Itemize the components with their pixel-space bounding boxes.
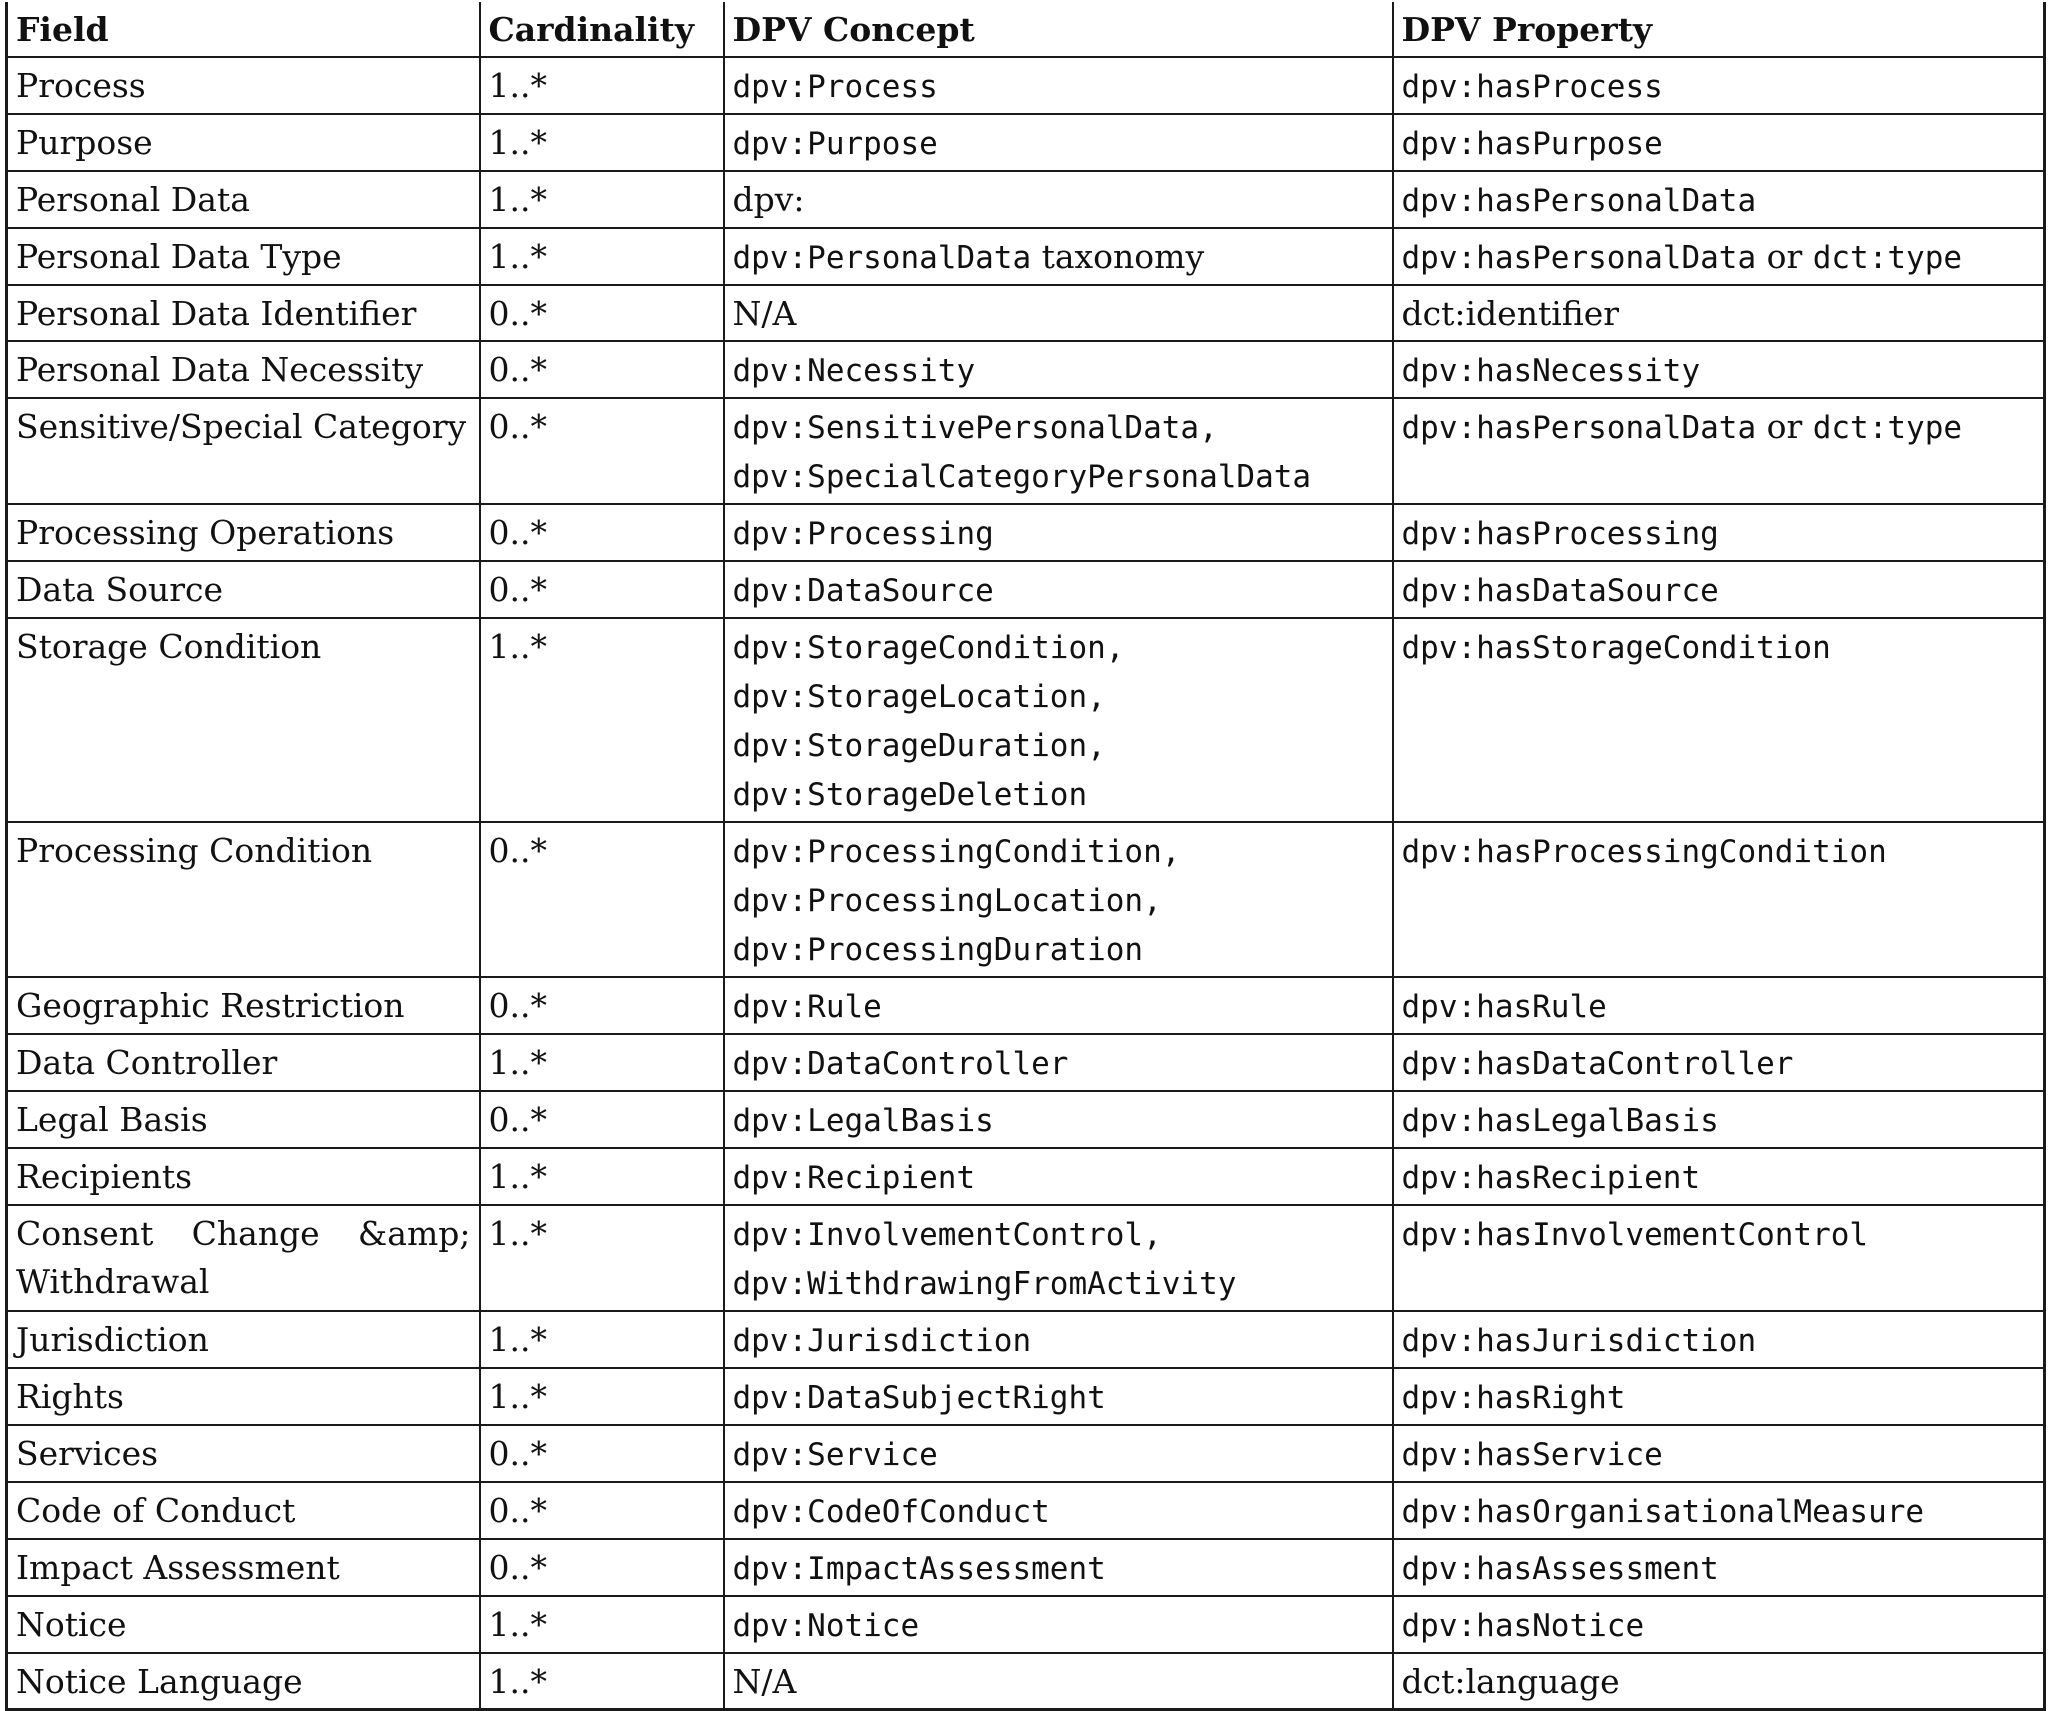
- dpv-concept-cell: [724, 1482, 1393, 1539]
- concept-line: [733, 623, 1384, 672]
- cardinality-cell: 0..*: [480, 822, 724, 977]
- dpv-term: dpv:Process: [732, 69, 938, 105]
- dpv-term: dpv:hasInvolvementControl: [1401, 1217, 1869, 1253]
- dpv-property-cell: [1393, 1311, 2045, 1368]
- cardinality-cell: 1..*: [480, 1034, 724, 1091]
- concept-line: [733, 770, 1384, 819]
- dpv-concept-cell: [724, 561, 1393, 618]
- concept-line: [733, 876, 1384, 925]
- property-line: [1402, 233, 2036, 282]
- dpv-term: dpv:DataSource: [732, 573, 994, 609]
- field-cell: Personal Data Identifier: [7, 285, 480, 341]
- concept-line: [733, 1544, 1384, 1593]
- concept-line: [733, 176, 1384, 224]
- cardinality-cell: 0..*: [480, 1482, 724, 1539]
- dpv-property-cell: [1393, 1653, 2045, 1710]
- dpv-term: dpv:Jurisdiction: [732, 1323, 1032, 1359]
- dpv-term: dpv:WithdrawingFromActivity: [732, 1266, 1237, 1302]
- table-row: [7, 1205, 2045, 1311]
- field-cell: Storage Condition: [7, 618, 480, 822]
- cardinality-cell: 1..*: [480, 1148, 724, 1205]
- table-row: [7, 1482, 2045, 1539]
- cardinality-cell: 0..*: [480, 1539, 724, 1596]
- header-row: [7, 2, 2045, 57]
- dpv-term: dpv:hasRight: [1401, 1380, 1626, 1416]
- property-line: [1402, 1316, 2036, 1365]
- dpv-term: dpv:hasAssessment: [1401, 1551, 1719, 1587]
- field-cell: Data Controller: [7, 1034, 480, 1091]
- dpv-term: dpv:ProcessingCondition,: [732, 834, 1181, 870]
- plain-text: dpv:: [732, 180, 805, 219]
- dpv-property-cell: [1393, 1034, 2045, 1091]
- field-cell: Processing Condition: [7, 822, 480, 977]
- concept-line: [733, 672, 1384, 721]
- concept-line: [733, 119, 1384, 168]
- concept-line: [733, 452, 1384, 501]
- field-cell: Consent Change &amp; Withdrawal: [7, 1205, 480, 1311]
- cardinality-cell: 1..*: [480, 1205, 724, 1311]
- dpv-concept-cell: [724, 1311, 1393, 1368]
- field-cell: Notice: [7, 1596, 480, 1653]
- field-cell: Purpose: [7, 114, 480, 171]
- concept-line: [733, 721, 1384, 770]
- concept-line: [733, 62, 1384, 111]
- dpv-property-cell: [1393, 561, 2045, 618]
- concept-line: [733, 346, 1384, 395]
- cardinality-cell: 1..*: [480, 618, 724, 822]
- cardinality-cell: 0..*: [480, 398, 724, 504]
- table-row: [7, 504, 2045, 561]
- field-cell: Data Source: [7, 561, 480, 618]
- concept-line: [733, 566, 1384, 615]
- concept-line: [733, 1316, 1384, 1365]
- dpv-property-cell: [1393, 1425, 2045, 1482]
- dpv-mapping-table: [5, 2, 2046, 1711]
- dpv-property-cell: [1393, 171, 2045, 228]
- property-line: [1402, 1658, 2036, 1706]
- table-row: [7, 1425, 2045, 1482]
- dpv-concept-cell: [724, 1425, 1393, 1482]
- concept-line: [733, 982, 1384, 1031]
- table-row: [7, 977, 2045, 1034]
- dpv-term: dpv:Necessity: [732, 353, 976, 389]
- property-line: [1402, 176, 2036, 225]
- property-line: [1402, 623, 2036, 672]
- dpv-term: dpv:hasStorageCondition: [1401, 630, 1831, 666]
- field-cell: Code of Conduct: [7, 1482, 480, 1539]
- dpv-concept-cell: [724, 1596, 1393, 1653]
- table-row: [7, 1596, 2045, 1653]
- dpv-property-cell: [1393, 57, 2045, 114]
- dpv-term: dpv:hasRecipient: [1401, 1160, 1701, 1196]
- dpv-term: dpv:hasPersonalData: [1401, 240, 1757, 276]
- dpv-term: dpv:hasJurisdiction: [1401, 1323, 1757, 1359]
- dpv-term: dpv:InvolvementControl,: [732, 1217, 1162, 1253]
- property-line: [1402, 1601, 2036, 1650]
- dpv-term: dpv:DataController: [732, 1046, 1069, 1082]
- concept-line: [733, 233, 1384, 282]
- table-row: [7, 1539, 2045, 1596]
- cardinality-cell: 0..*: [480, 561, 724, 618]
- header-dpv-concept: DPV Concept: [724, 2, 1393, 57]
- table-row: [7, 228, 2045, 285]
- dpv-term: dpv:Purpose: [732, 126, 938, 162]
- field-cell: Personal Data: [7, 171, 480, 228]
- property-line: [1402, 119, 2036, 168]
- concept-line: [733, 403, 1384, 452]
- cardinality-cell: 0..*: [480, 341, 724, 398]
- dpv-term: dpv:StorageLocation,: [732, 679, 1106, 715]
- dpv-term: dpv:hasRule: [1401, 989, 1607, 1025]
- cardinality-cell: 1..*: [480, 171, 724, 228]
- dpv-term: dpv:DataSubjectRight: [732, 1380, 1106, 1416]
- dpv-term: dpv:hasOrganisationalMeasure: [1401, 1494, 1925, 1530]
- table-row: [7, 1311, 2045, 1368]
- concept-line: [733, 1373, 1384, 1422]
- dpv-concept-cell: [724, 822, 1393, 977]
- cardinality-cell: 1..*: [480, 228, 724, 285]
- concept-line: [733, 1153, 1384, 1202]
- cardinality-cell: 0..*: [480, 1425, 724, 1482]
- table-row: [7, 561, 2045, 618]
- dpv-term: dct:type: [1812, 410, 1963, 446]
- cardinality-cell: 1..*: [480, 1368, 724, 1425]
- cardinality-cell: 0..*: [480, 285, 724, 341]
- field-cell: Personal Data Type: [7, 228, 480, 285]
- field-cell: Rights: [7, 1368, 480, 1425]
- plain-text: or: [1756, 237, 1813, 276]
- dpv-concept-cell: [724, 504, 1393, 561]
- table-row: [7, 171, 2045, 228]
- dpv-concept-cell: [724, 1148, 1393, 1205]
- dpv-term: dpv:Rule: [732, 989, 882, 1025]
- cardinality-cell: 1..*: [480, 57, 724, 114]
- table-body: [7, 57, 2045, 1710]
- dpv-property-cell: [1393, 1148, 2045, 1205]
- dpv-property-cell: [1393, 114, 2045, 171]
- cardinality-cell: 1..*: [480, 1596, 724, 1653]
- property-line: [1402, 566, 2036, 615]
- dpv-property-cell: [1393, 504, 2045, 561]
- dpv-concept-cell: [724, 171, 1393, 228]
- table-row: [7, 1148, 2045, 1205]
- dpv-concept-cell: [724, 1205, 1393, 1311]
- dpv-property-cell: [1393, 1205, 2045, 1311]
- property-line: [1402, 1153, 2036, 1202]
- field-cell: Recipients: [7, 1148, 480, 1205]
- dpv-property-cell: [1393, 977, 2045, 1034]
- concept-line: [733, 1601, 1384, 1650]
- cardinality-cell: 1..*: [480, 1653, 724, 1710]
- field-cell: Services: [7, 1425, 480, 1482]
- property-line: [1402, 346, 2036, 395]
- dpv-term: dpv:hasService: [1401, 1437, 1663, 1473]
- dpv-term: dpv:hasDataController: [1401, 1046, 1794, 1082]
- dpv-term: dpv:Processing: [732, 516, 994, 552]
- dpv-term: dpv:hasLegalBasis: [1401, 1103, 1719, 1139]
- dpv-concept-cell: [724, 1539, 1393, 1596]
- dpv-term: dpv:CodeOfConduct: [732, 1494, 1050, 1530]
- concept-line: [733, 1039, 1384, 1088]
- concept-line: [733, 925, 1384, 974]
- cardinality-cell: 1..*: [480, 1311, 724, 1368]
- dpv-concept-cell: [724, 977, 1393, 1034]
- dpv-concept-cell: [724, 114, 1393, 171]
- dpv-term: dpv:Notice: [732, 1608, 920, 1644]
- dpv-term: dpv:ImpactAssessment: [732, 1551, 1106, 1587]
- dpv-property-cell: [1393, 1539, 2045, 1596]
- concept-line: [733, 827, 1384, 876]
- property-line: [1402, 1039, 2036, 1088]
- table-row: [7, 341, 2045, 398]
- property-line: [1402, 1210, 2036, 1259]
- dpv-property-cell: [1393, 228, 2045, 285]
- property-line: [1402, 1096, 2036, 1145]
- header-dpv-property: DPV Property: [1393, 2, 2045, 57]
- property-line: [1402, 982, 2036, 1031]
- dpv-property-cell: [1393, 398, 2045, 504]
- property-line: [1402, 1487, 2036, 1536]
- dpv-term: dpv:ProcessingDuration: [732, 932, 1144, 968]
- dpv-property-cell: [1393, 1368, 2045, 1425]
- plain-text: N/A: [732, 1662, 797, 1701]
- property-line: [1402, 403, 2036, 452]
- dpv-term: dpv:SensitivePersonalData,: [732, 410, 1218, 446]
- concept-line: [733, 1096, 1384, 1145]
- property-line: [1402, 1544, 2036, 1593]
- table-row: [7, 1034, 2045, 1091]
- table-row: [7, 1653, 2045, 1710]
- table-row: [7, 114, 2045, 171]
- cardinality-cell: 0..*: [480, 504, 724, 561]
- dpv-concept-cell: [724, 341, 1393, 398]
- dpv-concept-cell: [724, 1653, 1393, 1710]
- dpv-term: dpv:StorageDuration,: [732, 728, 1106, 764]
- dpv-concept-cell: [724, 57, 1393, 114]
- property-line: [1402, 1373, 2036, 1422]
- dpv-term: dpv:hasProcessing: [1401, 516, 1719, 552]
- table-row: [7, 1368, 2045, 1425]
- dpv-term: dpv:hasProcess: [1401, 69, 1663, 105]
- dpv-property-cell: [1393, 285, 2045, 341]
- table-row: [7, 285, 2045, 341]
- property-line: [1402, 509, 2036, 558]
- dpv-property-cell: [1393, 341, 2045, 398]
- concept-line: [733, 1658, 1384, 1706]
- concept-line: [733, 1487, 1384, 1536]
- header-field: Field: [7, 2, 480, 57]
- plain-text: or: [1756, 407, 1813, 446]
- dpv-term: dct:type: [1812, 240, 1963, 276]
- dpv-property-cell: [1393, 1596, 2045, 1653]
- cardinality-cell: 0..*: [480, 1091, 724, 1148]
- table-row: [7, 822, 2045, 977]
- plain-text: taxonomy: [1031, 237, 1205, 276]
- dpv-concept-cell: [724, 1034, 1393, 1091]
- field-cell: Process: [7, 57, 480, 114]
- field-cell: Sensitive/Special Category: [7, 398, 480, 504]
- concept-line: [733, 509, 1384, 558]
- table-row: [7, 1091, 2045, 1148]
- dpv-concept-cell: [724, 618, 1393, 822]
- dpv-term: dpv:Service: [732, 1437, 938, 1473]
- dpv-term: dpv:hasNotice: [1401, 1608, 1645, 1644]
- field-cell: Personal Data Necessity: [7, 341, 480, 398]
- property-line: [1402, 290, 2036, 338]
- table-row: [7, 618, 2045, 822]
- dpv-property-cell: [1393, 1091, 2045, 1148]
- dpv-concept-cell: [724, 285, 1393, 341]
- field-cell: Processing Operations: [7, 504, 480, 561]
- plain-text: dct:language: [1401, 1662, 1620, 1701]
- dpv-term: dpv:hasPurpose: [1401, 126, 1663, 162]
- plain-text: N/A: [732, 294, 797, 333]
- dpv-term: dpv:hasPersonalData: [1401, 410, 1757, 446]
- cardinality-cell: 0..*: [480, 977, 724, 1034]
- field-cell: Legal Basis: [7, 1091, 480, 1148]
- field-cell: Geographic Restriction: [7, 977, 480, 1034]
- dpv-term: dpv:LegalBasis: [732, 1103, 994, 1139]
- dpv-concept-cell: [724, 1091, 1393, 1148]
- concept-line: [733, 1259, 1384, 1308]
- dpv-term: dpv:hasProcessingCondition: [1401, 834, 1887, 870]
- concept-line: [733, 290, 1384, 338]
- dpv-term: dpv:hasPersonalData: [1401, 183, 1757, 219]
- field-cell: Jurisdiction: [7, 1311, 480, 1368]
- dpv-term: dpv:StorageCondition,: [732, 630, 1125, 666]
- concept-line: [733, 1210, 1384, 1259]
- cardinality-cell: 1..*: [480, 114, 724, 171]
- field-cell: Impact Assessment: [7, 1539, 480, 1596]
- dpv-term: dpv:ProcessingLocation,: [732, 883, 1162, 919]
- property-line: [1402, 62, 2036, 111]
- table-row: [7, 57, 2045, 114]
- header-cardinality: Cardinality: [480, 2, 724, 57]
- dpv-term: dpv:StorageDeletion: [732, 777, 1088, 813]
- property-line: [1402, 827, 2036, 876]
- field-cell: Notice Language: [7, 1653, 480, 1710]
- table-header: [7, 2, 2045, 57]
- concept-line: [733, 1430, 1384, 1479]
- plain-text: dct:identifier: [1401, 294, 1620, 333]
- dpv-concept-cell: [724, 1368, 1393, 1425]
- dpv-property-cell: [1393, 618, 2045, 822]
- dpv-concept-cell: [724, 398, 1393, 504]
- table-row: [7, 398, 2045, 504]
- dpv-property-cell: [1393, 822, 2045, 977]
- property-line: [1402, 1430, 2036, 1479]
- dpv-concept-cell: [724, 228, 1393, 285]
- dpv-term: dpv:hasDataSource: [1401, 573, 1719, 609]
- dpv-term: dpv:SpecialCategoryPersonalData: [732, 459, 1312, 495]
- dpv-property-cell: [1393, 1482, 2045, 1539]
- dpv-term: dpv:PersonalData: [732, 240, 1032, 276]
- dpv-term: dpv:Recipient: [732, 1160, 976, 1196]
- dpv-term: dpv:hasNecessity: [1401, 353, 1701, 389]
